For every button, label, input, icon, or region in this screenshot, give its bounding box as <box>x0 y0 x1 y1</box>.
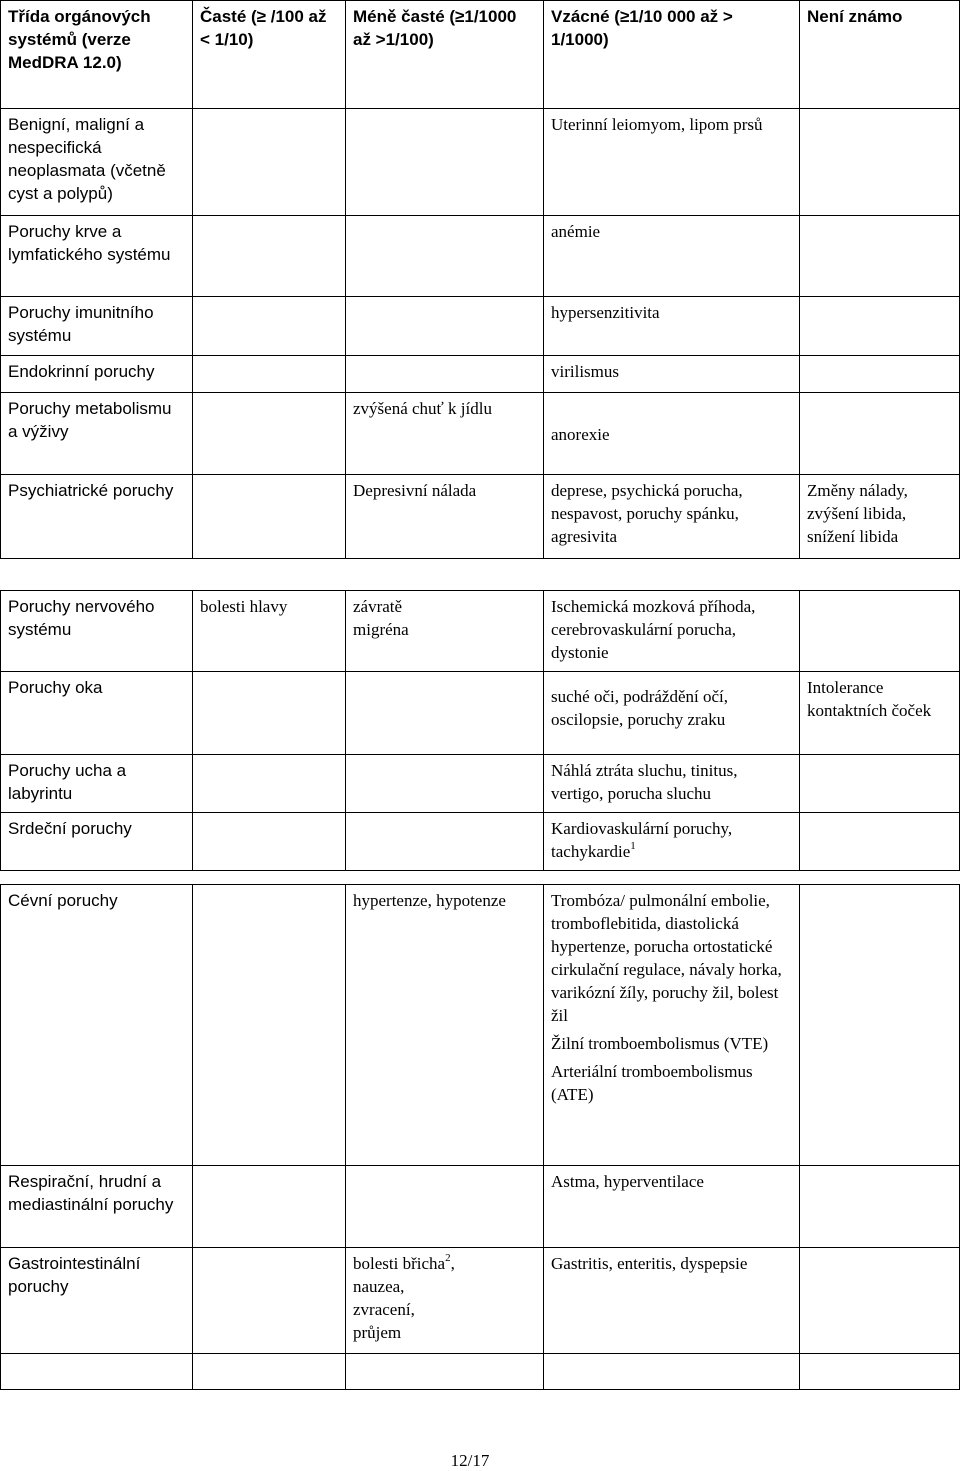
uncommon-cell <box>346 356 544 393</box>
header-rare: Vzácné (≥1/10 000 až > 1/1000) <box>544 1 800 109</box>
rare-paragraph: Trombóza/ pulmonální embolie, tromboflebitida, diastolická hypertenze, porucha ortostatické cirkulační regulace, návaly horka, varikózní žíly, poruchy žil, bolest žil <box>551 891 782 1025</box>
unknown-cell <box>800 216 960 297</box>
uncommon-cell <box>346 109 544 216</box>
soc-cell: Poruchy krve a lymfatického systému <box>1 216 193 297</box>
common-cell <box>193 109 346 216</box>
adverse-reactions-table-part1 <box>0 0 960 559</box>
uncommon-text: bolesti břicha <box>353 1254 446 1273</box>
header-common: Časté (≥ /100 až < 1/10) <box>193 1 346 109</box>
unknown-cell <box>800 1248 960 1354</box>
empty-cell <box>544 1354 800 1390</box>
table-row <box>1 813 960 871</box>
soc-cell: Poruchy metabolismu a výživy <box>1 393 193 475</box>
rare-cell: Ischemická mozková příhoda, cerebrovaskulární porucha, dystonie <box>544 591 800 672</box>
soc-cell: Cévní poruchy <box>1 885 193 1166</box>
rare-cell <box>544 813 800 871</box>
soc-cell: Benigní, maligní a nespecifická neoplasmata (včetně cyst a polypů) <box>1 109 193 216</box>
table-row <box>1 393 960 475</box>
uncommon-cell: Depresivní nálada <box>346 475 544 559</box>
unknown-cell <box>800 109 960 216</box>
uncommon-line: bolesti břicha$^2$, <box>353 1252 455 1273</box>
unknown-cell <box>800 393 960 475</box>
rare-cell: suché oči, podráždění očí, oscilopsie, poruchy zraku <box>544 672 800 755</box>
unknown-cell: Intolerance kontaktních čoček <box>800 672 960 755</box>
rare-cell: Uterinní leiomyom, lipom prsů <box>544 109 800 216</box>
uncommon-cell <box>346 672 544 755</box>
table-row <box>1 1166 960 1248</box>
table-row <box>1 297 960 356</box>
uncommon-cell <box>346 813 544 871</box>
soc-cell: Psychiatrické poruchy <box>1 475 193 559</box>
adverse-reactions-table-part3 <box>0 884 960 1390</box>
common-cell <box>193 1248 346 1354</box>
unknown-cell: Změny nálady, zvýšení libida, snížení libida <box>800 475 960 559</box>
rare-cell <box>544 885 800 1166</box>
soc-cell: Poruchy nervového systému <box>1 591 193 672</box>
footnote-ref: 2 <box>445 1252 451 1265</box>
unknown-cell <box>800 755 960 813</box>
rare-cell: hypersenzitivita <box>544 297 800 356</box>
table-row <box>1 109 960 216</box>
unknown-cell <box>800 813 960 871</box>
header-unknown: Není známo <box>800 1 960 109</box>
soc-cell: Poruchy ucha a labyrintu <box>1 755 193 813</box>
footnote-ref: 1 <box>630 840 636 853</box>
rare-cell: Astma, hyperventilace <box>544 1166 800 1248</box>
table-row <box>1 216 960 297</box>
adverse-reactions-table-part2 <box>0 590 960 871</box>
rare-cell: deprese, psychická porucha, nespavost, poruchy spánku, agresivita <box>544 475 800 559</box>
unknown-cell <box>800 356 960 393</box>
header-uncommon: Méně časté (≥1/1000 až >1/100) <box>346 1 544 109</box>
common-cell <box>193 297 346 356</box>
soc-cell: Srdeční poruchy <box>1 813 193 871</box>
common-cell <box>193 885 346 1166</box>
table-row <box>1 591 960 672</box>
common-cell <box>193 813 346 871</box>
page-number: 12/17 <box>450 1451 490 1470</box>
rare-cell: Náhlá ztráta sluchu, tinitus, vertigo, porucha sluchu <box>544 755 800 813</box>
uncommon-cell: zvýšená chuť k jídlu <box>346 393 544 475</box>
soc-cell: Respirační, hrudní a mediastinální poruchy <box>1 1166 193 1248</box>
table-row-empty <box>1 1354 960 1390</box>
uncommon-cell: hypertenze, hypotenze <box>346 885 544 1166</box>
table-row <box>1 356 960 393</box>
common-cell <box>193 672 346 755</box>
soc-cell: Poruchy oka <box>1 672 193 755</box>
common-cell <box>193 393 346 475</box>
soc-cell: Poruchy imunitního systému <box>1 297 193 356</box>
uncommon-cell <box>346 591 544 672</box>
uncommon-text: nauzea, zvracení, průjem <box>353 1277 415 1342</box>
soc-cell: Endokrinní poruchy <box>1 356 193 393</box>
table-row <box>1 1248 960 1354</box>
common-cell <box>193 356 346 393</box>
uncommon-cell <box>346 216 544 297</box>
rare-paragraph: Žilní tromboembolismus (VTE) <box>551 1034 769 1053</box>
empty-cell <box>800 1354 960 1390</box>
uncommon-text: závratě migréna <box>353 597 409 639</box>
uncommon-cell <box>346 755 544 813</box>
unknown-cell <box>800 591 960 672</box>
rare-cell: virilismus <box>544 356 800 393</box>
soc-cell: Gastrointestinální poruchy <box>1 1248 193 1354</box>
common-cell <box>193 755 346 813</box>
common-cell <box>193 475 346 559</box>
table-row <box>1 885 960 1166</box>
unknown-cell <box>800 885 960 1166</box>
table-row <box>1 475 960 559</box>
table-row <box>1 672 960 755</box>
uncommon-cell <box>346 1166 544 1248</box>
rare-cell: anémie <box>544 216 800 297</box>
table-row <box>1 755 960 813</box>
uncommon-cell <box>346 297 544 356</box>
rare-text: Kardiovaskulární poruchy, tachykardie <box>551 819 733 861</box>
rare-cell: Gastritis, enteritis, dyspepsie <box>544 1248 800 1354</box>
header-row <box>1 1 960 109</box>
unknown-cell <box>800 297 960 356</box>
common-cell <box>193 1166 346 1248</box>
common-cell: bolesti hlavy <box>193 591 346 672</box>
rare-cell: anorexie <box>544 393 800 475</box>
unknown-cell <box>800 1166 960 1248</box>
empty-cell <box>1 1354 193 1390</box>
rare-paragraph: Arteriální tromboembolismus (ATE) <box>551 1062 753 1104</box>
header-soc: Třída orgánových systémů (verze MedDRA 12.0) <box>1 1 193 109</box>
empty-cell <box>193 1354 346 1390</box>
empty-cell <box>346 1354 544 1390</box>
uncommon-cell <box>346 1248 544 1354</box>
common-cell <box>193 216 346 297</box>
